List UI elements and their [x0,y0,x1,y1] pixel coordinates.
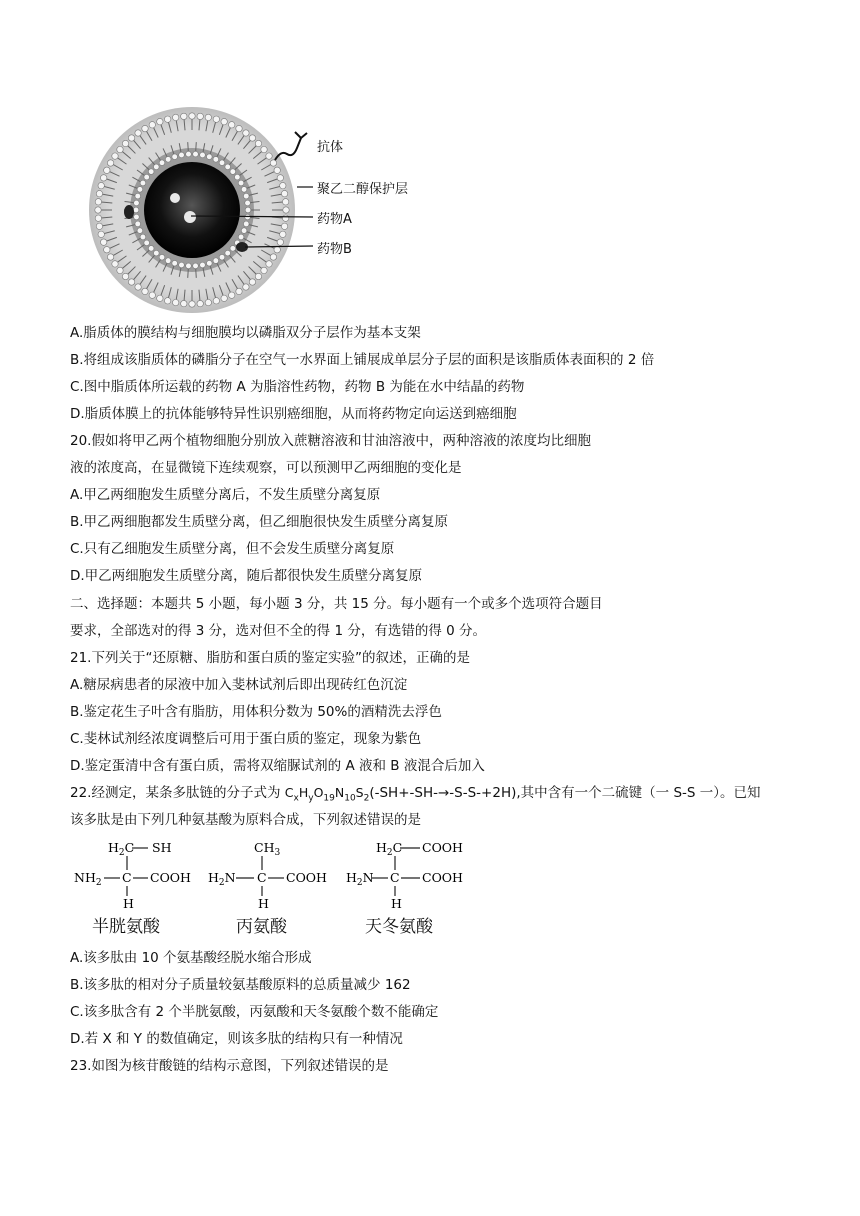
svg-text:H2C: $H_2C$ [108,840,135,858]
svg-text:COOH: COOH [286,870,327,885]
q19-option-b: B.将组成该脂质体的磷脂分子在空气一水界面上铺展成单层分子层的面积是该脂质体表面积的 2 倍 [70,352,655,368]
svg-text:C: C [257,870,267,885]
q21-option-c: C.斐林试剂经浓度调整后可用于蛋白质的鉴定，现象为紫色 [70,731,422,747]
q20-option-b: B.甲乙两细胞都发生质壁分离，但乙细胞很快发生质壁分离复原 [70,514,449,530]
q20-stem-line1: 20.假如将甲乙两个植物细胞分别放入蔗糖溶液和甘油溶液中，两种溶液的浓度均比细胞 [70,433,591,449]
q22-option-a: A.该多肽由 10 个氨基酸经脱水缩合形成 [70,950,312,966]
section2-instructions-line1: 二、选择题：本题共 5 小题，每小题 3 分，共 15 分。每小题有一个或多个选项符合题目 [70,596,603,612]
amino-acid-structures [70,836,480,940]
section2-instructions-line2: 要求，全部选对的得 3 分，选对但不全的得 1 分，有选错的得 0 分。 [70,623,487,639]
q21-option-d: D.鉴定蛋清中含有蛋白质，需将双缩脲试剂的 A 液和 B 液混合后加入 [70,758,485,774]
q20-option-a: A.甲乙两细胞发生质壁分离后，不发生质壁分离复原 [70,487,381,503]
svg-text:CH3: $CH_3$ [254,840,281,858]
q22-option-b: B.该多肽的相对分子质量较氨基酸原料的总质量减少 162 [70,977,411,993]
drug-b-marker [124,205,134,219]
drug-a-dot [184,211,196,223]
liposome-figure [85,105,465,315]
drug-a-dot [170,193,180,203]
label-drug-a: 药物A [317,212,352,227]
svg-text:H: H [258,896,269,908]
q19-option-c: C.图中脂质体所运载的药物 A 为脂溶性药物，药物 B 为能在水中结晶的药物 [70,379,525,395]
amino-acid-name-aspartic-acid: 天冬氨酸 [365,917,433,937]
cysteine-structure [74,840,191,908]
q22-option-c: C.该多肽含有 2 个半胱氨酸，丙氨酸和天冬氨酸个数不能确定 [70,1004,439,1020]
q20-option-c: C.只有乙细胞发生质壁分离，但不会发生质壁分离复原 [70,541,395,557]
amino-acid-name-cysteine: 半胱氨酸 [92,917,160,937]
svg-text:COOH: COOH [422,870,463,885]
label-drug-b: 药物B [317,242,352,257]
q22-option-d: D.若 X 和 Y 的数值确定，则该多肽的结构只有一种情况 [70,1031,403,1047]
svg-text:SH: SH [152,840,172,855]
q22-stem-line2: 该多肽是由下列几种氨基酸为原料合成，下列叙述错误的是 [70,812,421,828]
label-antibody: 抗体 [317,140,344,155]
q21-option-a: A.糖尿病患者的尿液中加入斐林试剂后即出现砖红色沉淀 [70,677,408,693]
q22-stem-prefix: 22.经测定，某条多肽链的分子式为 [70,785,285,801]
q20-stem-line2: 液的浓度高，在显微镜下连续观察，可以预测甲乙两细胞的变化是 [70,460,462,476]
q19-option-a: A.脂质体的膜结构与细胞膜均以磷脂双分子层作为基本支架 [70,325,421,341]
svg-text:H: H [123,896,134,908]
aspartic-acid-structure [346,840,463,908]
q21-option-b: B.鉴定花生子叶含有脂肪，用体积分数为 50%的酒精洗去浮色 [70,704,442,720]
svg-text:C: C [122,870,132,885]
liposome-diagram [85,105,465,315]
q20-option-d: D.甲乙两细胞发生质壁分离，随后都很快发生质壁分离复原 [70,568,423,584]
q23-stem: 23.如图为核苷酸链的结构示意图，下列叙述错误的是 [70,1058,389,1074]
svg-text:COOH: COOH [422,840,463,855]
q22-formula: $C_xH_yO_{19}N_{10}S_2$ [284,785,370,804]
svg-text:NH2: $NH_2$ [74,870,102,888]
svg-text:H: H [391,896,402,908]
svg-text:H2C: $H_2C$ [376,840,403,858]
amino-acid-formulas [70,836,480,908]
amino-acid-name-alanine: 丙氨酸 [236,917,287,937]
q22-stem-line1 [70,783,761,809]
svg-text:C: C [390,870,400,885]
q22-stem-suffix: (-SH+-SH-→-S-S-+2H),其中含有一个二硫键（一 S-S 一）。已知 [369,785,761,801]
alanine-structure [208,840,327,908]
svg-text:H2N: $H_2N$ [208,870,236,888]
svg-text:H2N: $H_2N$ [346,870,374,888]
svg-text:COOH: COOH [150,870,191,885]
q21-stem: 21.下列关于“还原糖、脂肪和蛋白质的鉴定实验”的叙述，正确的是 [70,650,470,666]
label-peg-layer: 聚乙二醇保护层 [317,182,409,197]
q19-option-d: D.脂质体膜上的抗体能够特异性识别癌细胞，从而将药物定向运送到癌细胞 [70,406,517,422]
